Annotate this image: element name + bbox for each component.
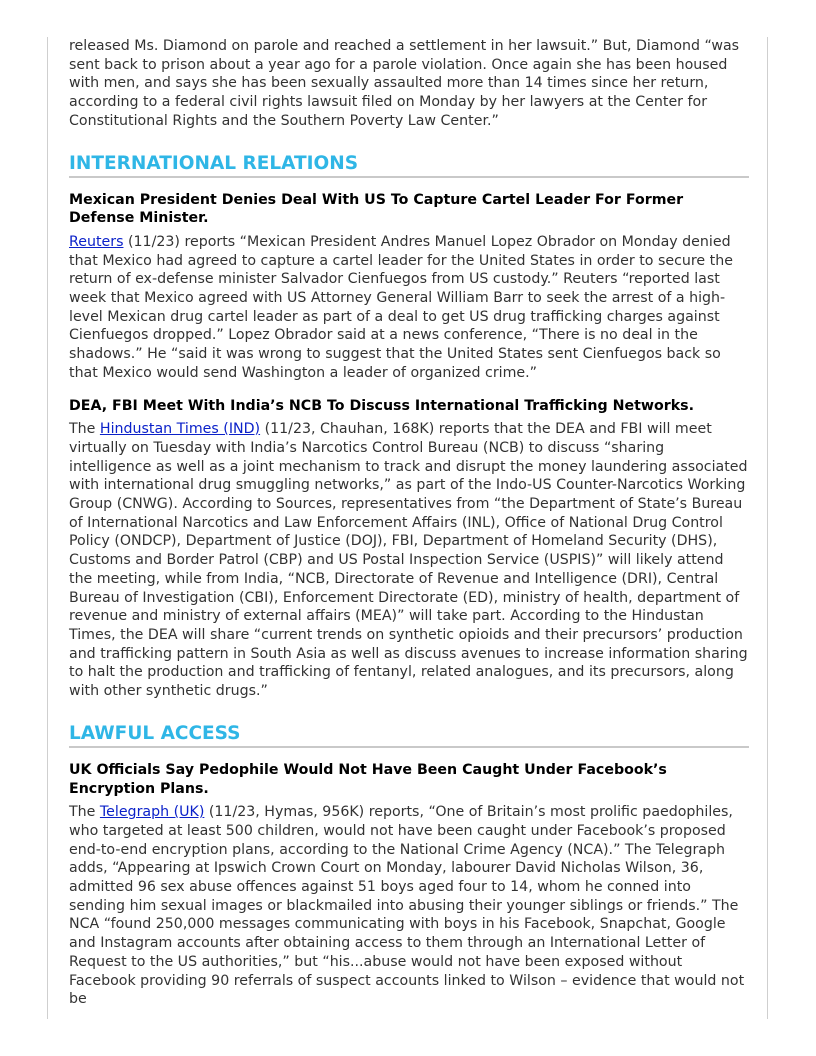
- page-content: [69, 37, 749, 1009]
- article-body: [69, 420, 749, 701]
- article-prefix: The: [69, 421, 100, 438]
- intro-paragraph: released Ms. Diamond on parole and reached a settlement in her lawsuit.” But, Diamond “was sent back to prison about a year ago for a parole violation. Once again she has been housed with men, and says she has been sexually assaulted more than 14 times since her return, according to a federal civil rights lawsuit filed on Monday by her lawyers at the Center for Constitutional Rights and the Southern Poverty Law Center.”: [69, 38, 740, 129]
- source-link-telegraph[interactable]: Telegraph (UK): [99, 804, 205, 821]
- article-text: (11/23) reports “Mexican President Andres Manuel Lopez Obrador on Monday denied that Mexico had agreed to capture a cartel leader for the United States in order to secure the return of ex-defense minister Salvador Cienfuegos from US custody.” Reuters “reported last week that Mexico agreed with US Attorney General William Barr to seek the arrest of a high-level Mexican drug cartel leader as part of a deal to get US drug trafficking charges against Cienfuegos dropped.” Lopez Obrador said at a news conference, “There is no deal in the shadows.” He “said it was wrong to suggest that the United States sent Cienfuegos back so that Mexico would send Washington a leader of organized crime.”: [69, 233, 733, 381]
- source-link-hindustan-times[interactable]: Hindustan Times (IND): [99, 421, 261, 438]
- section-title-lawful-access: LAWFUL ACCESS: [69, 723, 749, 748]
- newsletter-page: [47, 37, 768, 1019]
- article-body: [69, 233, 749, 383]
- article-headline: DEA, FBI Meet With India’s NCB To Discuss International Trafficking Networks.: [69, 397, 695, 414]
- article-headline: UK Officials Say Pedophile Would Not Have Been Caught Under Facebook’s Encryption Plans.: [69, 761, 667, 797]
- source-link-reuters[interactable]: Reuters: [69, 233, 124, 250]
- section-title-international-relations: INTERNATIONAL RELATIONS: [69, 153, 749, 178]
- article-text: (11/23, Hymas, 956K) reports, “One of Britain’s most prolific paedophiles, who targeted at least 500 children, would not have been caught under Facebook’s proposed end-to-end encryption plans, according to the National Crime Agency (NCA).” The Telegraph adds, “Appearing at Ipswich Crown Court on Monday, labourer David Nicholas Wilson, 36, admitted 96 sex abuse offences against 51 boys aged four to 14, whom he conned into sending him sexual images or blackmailed into abusing their younger siblings or friends.” The NCA “found 250,000 messages communicating with boys in his Facebook, Snapchat, Google and Instagram accounts after obtaining access to them through an International Letter of Request to the US authorities,” but “his...abuse would not have been exposed without Facebook providing 90 referrals of suspect accounts linked to Wilson – evidence that would not be: [69, 804, 745, 1008]
- article-body: [69, 803, 749, 1009]
- article-prefix: The: [69, 804, 100, 821]
- article-text: (11/23, Chauhan, 168K) reports that the DEA and FBI will meet virtually on Tuesday with India’s Narcotics Control Bureau (NCB) to discuss “sharing intelligence as well as a joint mechanism to track and disrupt the money laundering associated with international drug smuggling networks,” as part of the Indo-US Counter-Narcotics Working Group (CNWG). According to Sources, representatives from “the Department of State’s Bureau of International Narcotics and Law Enforcement Affairs (INL), Office of National Drug Control Policy (ONDCP), Department of Justice (DOJ), FBI, Department of Homeland Security (DHS), Customs and Border Patrol (CBP) and US Postal Inspection Service (USPIS)” will likely attend the meeting, while from India, “NCB, Directorate of Revenue and Intelligence (DRI), Central Bureau of Investigation (CBI), Enforcement Directorate (ED), ministry of health, department of revenue and ministry of external affairs (MEA)” will take part. According to the Hindustan Times, the DEA will share “current trends on synthetic opioids and their precursors’ production and trafficking pattern in South Asia as well as discuss avenues to increase information sharing to halt the production and trafficking of fentanyl, related analogues, and its precursors, along with other synthetic drugs.”: [69, 421, 748, 700]
- article-headline: Mexican President Denies Deal With US To Capture Cartel Leader For Former Defense Minister.: [69, 191, 684, 227]
